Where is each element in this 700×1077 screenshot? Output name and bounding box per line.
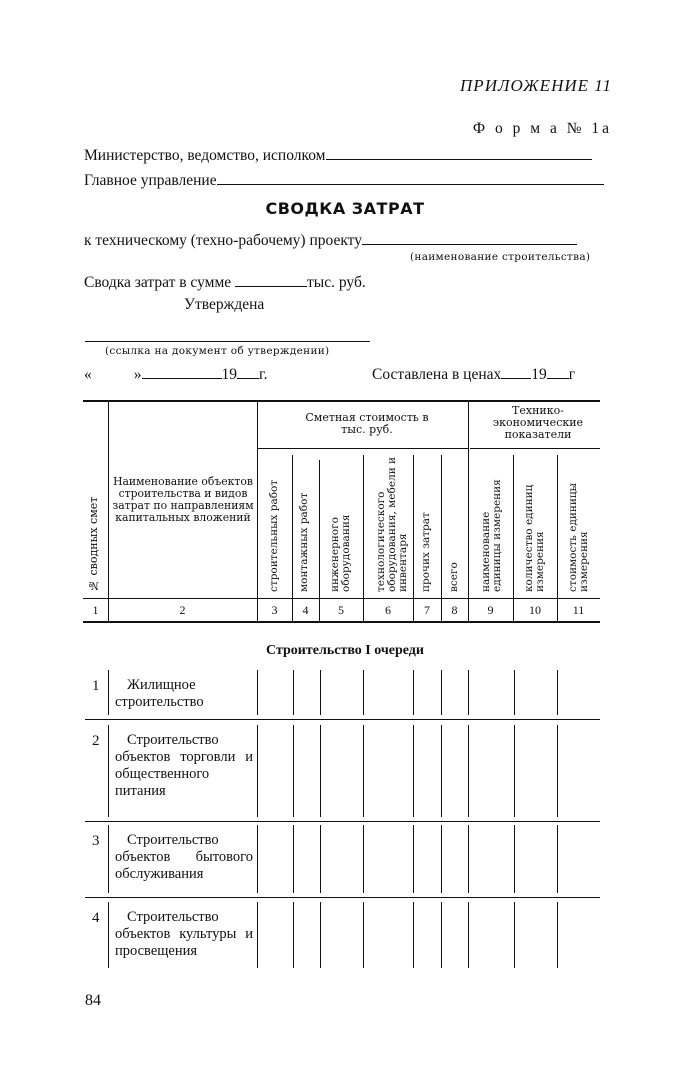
project-label: к техническому (техно-рабочему) проекту xyxy=(84,232,362,249)
col-number: 3 xyxy=(271,603,278,617)
column-divider xyxy=(320,902,321,968)
column-divider xyxy=(108,725,109,817)
column-divider xyxy=(293,902,294,968)
prices-field[interactable] xyxy=(372,364,575,384)
column-divider xyxy=(293,825,294,893)
sum-field[interactable] xyxy=(84,272,366,292)
column-divider xyxy=(257,670,258,715)
column-divider xyxy=(557,670,558,715)
col-header-unit-name: наименование единицы измерения xyxy=(480,479,503,592)
approval-date-field[interactable] xyxy=(84,364,267,384)
column-divider xyxy=(320,725,321,817)
column-divider xyxy=(557,725,558,817)
column-divider xyxy=(257,725,258,817)
prices-label: Составлена в ценах xyxy=(372,366,502,383)
group-header-tech-indicators: Технико-экономические показатели xyxy=(492,404,584,441)
year-suffix: г. xyxy=(259,366,268,383)
column-divider xyxy=(468,725,469,817)
row-number: 2 xyxy=(92,733,100,749)
column-divider xyxy=(441,670,442,715)
column-divider xyxy=(108,670,109,715)
row-number: 1 xyxy=(92,678,100,694)
column-divider xyxy=(514,725,515,817)
approved-label: Утверждена xyxy=(184,296,265,313)
ministry-label: Министерство, ведомство, исполком xyxy=(84,147,326,164)
row-number: 3 xyxy=(92,833,100,849)
col-header-unit-cost: стоимость единицы измерения xyxy=(567,482,590,592)
column-divider xyxy=(413,670,414,715)
column-divider xyxy=(413,902,414,968)
document-title: СВОДКА ЗАТРАТ xyxy=(265,199,425,218)
section-title: Строительство I очереди xyxy=(266,643,424,658)
col-header-unit-count: количество единиц измерения xyxy=(523,484,546,592)
column-divider xyxy=(108,825,109,893)
row-number: 4 xyxy=(92,910,100,926)
col-header-estimate-number: № сводных смет xyxy=(87,496,100,592)
approval-line[interactable] xyxy=(85,341,370,342)
row-object-name: Строительство объектов бытового обслуживания xyxy=(115,832,253,882)
row-object-name: Жилищное строительство xyxy=(115,677,204,710)
row-divider xyxy=(85,719,600,720)
column-divider xyxy=(441,825,442,893)
col-header-object-name: Наименование объектов строительства и видов затрат по направлениям капитальных вложений xyxy=(112,475,254,524)
col-number: 7 xyxy=(424,603,430,617)
col-number: 1 xyxy=(92,603,99,617)
col-header-total: всего xyxy=(448,562,460,592)
group-header-estimated-cost: Сметная стоимость в тыс. руб. xyxy=(305,411,429,436)
col-header-installation: монтажных работ xyxy=(298,492,310,592)
col-header-construction: строительных работ xyxy=(268,479,280,592)
col-number: 5 xyxy=(338,603,344,617)
col-number: 10 xyxy=(529,603,541,617)
column-divider xyxy=(363,825,364,893)
column-divider xyxy=(468,670,469,715)
column-divider xyxy=(320,670,321,715)
row-object-name: Строительство объектов культуры и просвещения xyxy=(115,909,253,959)
col-number: 4 xyxy=(302,603,309,617)
column-divider xyxy=(257,902,258,968)
column-divider xyxy=(468,825,469,893)
sum-unit: тыс. руб. xyxy=(307,274,366,291)
main-dept-label: Главное управление xyxy=(84,172,217,189)
col-header-engineering: инженерного оборудования xyxy=(329,514,352,592)
appendix-label: ПРИЛОЖЕНИЕ 11 xyxy=(460,76,612,95)
column-divider xyxy=(363,670,364,715)
project-field[interactable] xyxy=(84,230,577,250)
row-divider xyxy=(85,897,600,898)
quote-open: « xyxy=(84,366,92,383)
column-divider xyxy=(257,825,258,893)
column-divider xyxy=(108,902,109,968)
prices-year: 19 xyxy=(531,366,547,383)
column-divider xyxy=(557,825,558,893)
form-number: Ф о р м а № 1а xyxy=(472,120,612,137)
column-divider xyxy=(413,825,414,893)
col-number: 2 xyxy=(179,603,186,617)
quote-close: » xyxy=(133,366,142,383)
col-number: 6 xyxy=(385,603,391,617)
column-divider xyxy=(363,902,364,968)
column-divider xyxy=(293,670,294,715)
prices-suffix: г xyxy=(568,366,576,383)
ministry-field[interactable] xyxy=(84,145,592,165)
col-header-technological: технологического оборудования, мебели и инвентаря xyxy=(375,456,409,592)
col-number: 11 xyxy=(572,603,585,617)
project-caption: (наименование строительства) xyxy=(410,251,591,263)
page-number: 84 xyxy=(85,992,101,1009)
column-divider xyxy=(293,725,294,817)
approval-caption: (ссылка на документ об утверждении) xyxy=(105,345,330,357)
column-divider xyxy=(320,825,321,893)
row-object-name: Строительство объектов торговли и общественного питания xyxy=(115,732,253,799)
column-divider xyxy=(441,725,442,817)
column-divider xyxy=(468,902,469,968)
column-divider xyxy=(363,725,364,817)
year-prefix: 19 xyxy=(221,366,237,383)
col-number: 8 xyxy=(451,603,458,617)
column-divider xyxy=(514,670,515,715)
column-divider xyxy=(441,902,442,968)
column-divider xyxy=(514,902,515,968)
column-divider xyxy=(413,725,414,817)
row-divider xyxy=(85,821,600,822)
column-divider xyxy=(514,825,515,893)
column-divider xyxy=(557,902,558,968)
main-dept-field[interactable] xyxy=(84,170,604,190)
col-number: 9 xyxy=(487,603,494,617)
sum-label: Сводка затрат в сумме xyxy=(84,274,232,291)
col-header-other: прочих затрат xyxy=(420,512,432,592)
